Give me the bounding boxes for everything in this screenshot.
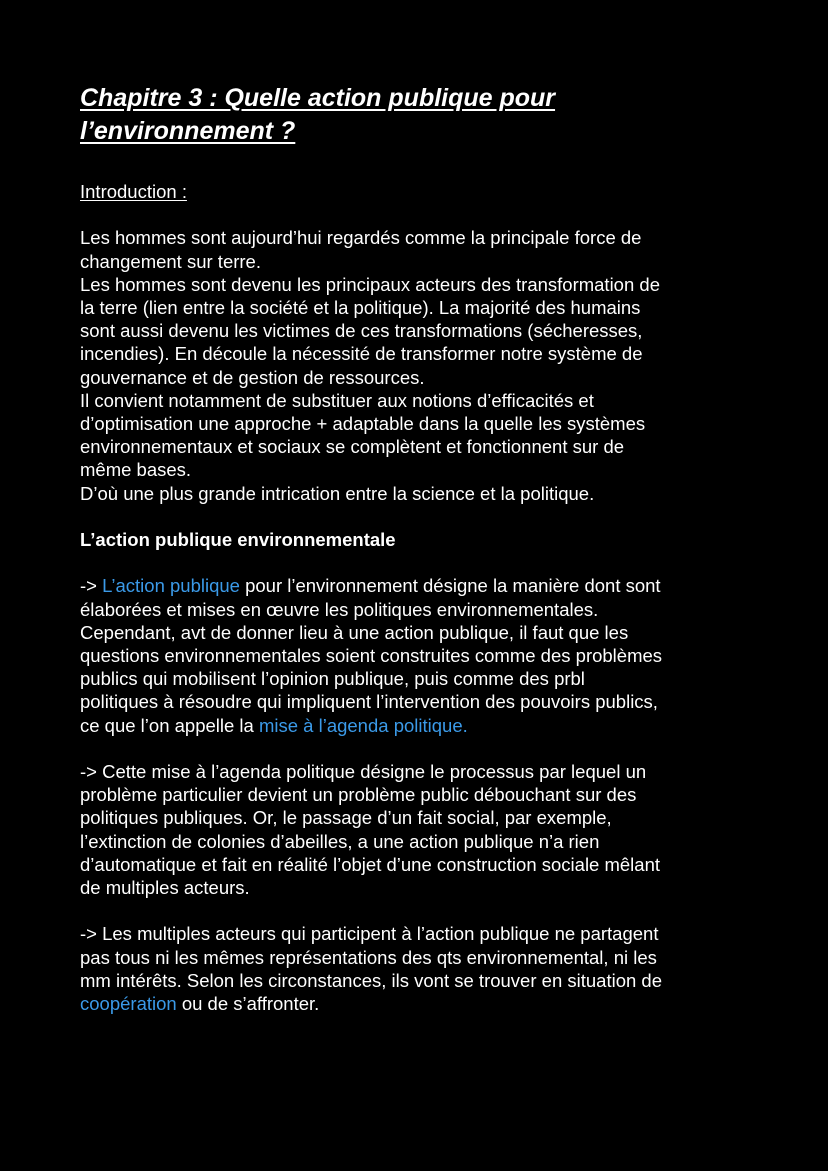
text-line: sont aussi devenu les victimes de ces transformations (sécheresses,: [80, 320, 643, 342]
text-line: l’extinction de colonies d’abeilles, a une action publique n’a rien: [80, 830, 600, 852]
text-line: mm intérêts. Selon les circonstances, ils vont se trouver en situation de: [80, 969, 662, 991]
text-line: élaborées et mises en œuvre les politiques environnementales.: [80, 598, 599, 620]
text-line: politiques à résoudre qui impliquent l’intervention des pouvoirs publics,: [80, 691, 658, 713]
text-line: [80, 714, 760, 737]
agenda-politique-link[interactable]: mise à l’agenda politique.: [258, 714, 468, 736]
paragraph-action-publique: [80, 574, 760, 736]
text-line: la terre (lien entre la société et la politique). La majorité des humains: [80, 297, 641, 318]
section-heading: L’action publique environnementale: [80, 529, 396, 551]
text-line: environnementaux et sociaux se complètent et fonctionnent sur de: [80, 436, 625, 458]
cooperation-link[interactable]: coopération: [80, 993, 177, 1015]
text-line: Les hommes sont aujourd’hui regardés comme la principale force de: [80, 227, 642, 249]
text-line: Les hommes sont devenu les principaux acteurs des transformation de: [80, 273, 660, 295]
arrow-prefix: ->: [80, 575, 103, 597]
text-line: pas tous ni les mêmes représentations des qts environnemental, ni les: [80, 946, 657, 968]
chapter-title-line-1: Chapitre 3 : Quelle action publique pour: [80, 84, 556, 112]
text-line: Cependant, avt de donner lieu à une action publique, il faut que les: [80, 621, 629, 643]
text-line: même bases.: [80, 459, 192, 481]
text-line: [80, 574, 760, 597]
introduction-paragraph: [80, 226, 760, 504]
text-line: d’automatique et fait en réalité l’objet d’une construction sociale mêlant: [80, 853, 661, 875]
text-line: [80, 992, 760, 1015]
chapter-title: [80, 82, 760, 148]
text-line: problème particulier devient un problème public débouchant sur des: [80, 784, 637, 806]
text-line: changement sur terre.: [80, 250, 261, 272]
text-line: questions environnementales soient construites comme des problèmes: [80, 645, 663, 667]
introduction-heading: Introduction :: [80, 181, 187, 202]
chapter-title-line-2: l’environnement ?: [80, 117, 296, 145]
text-fragment: ce que l’on appelle la: [80, 714, 259, 736]
text-line: d’optimisation une approche + adaptable dans la quelle les systèmes: [80, 413, 646, 435]
text-fragment: ou de s’affronter.: [176, 993, 320, 1015]
text-line: incendies). En découle la nécessité de transformer notre système de: [80, 343, 643, 365]
paragraph-acteurs: [80, 922, 760, 1015]
document-page: [80, 82, 760, 1015]
text-line: Il convient notamment de substituer aux notions d’efficacités et: [80, 389, 594, 411]
text-line: publics qui mobilisent l’opinion publique, puis comme des prbl: [80, 668, 585, 690]
text-line: -> Cette mise à l’agenda politique désigne le processus par lequel un: [80, 761, 647, 783]
text-line: gouvernance et de gestion de ressources.: [80, 366, 425, 388]
text-fragment: pour l’environnement désigne la manière dont sont: [239, 575, 661, 597]
action-publique-link[interactable]: L’action publique: [102, 575, 240, 597]
paragraph-agenda: [80, 760, 760, 899]
text-line: de multiples acteurs.: [80, 877, 250, 899]
text-line: -> Les multiples acteurs qui participent à l’action publique ne partagent: [80, 923, 659, 945]
text-line: D’où une plus grande intrication entre la science et la politique.: [80, 482, 595, 504]
text-line: politiques publiques. Or, le passage d’un fait social, par exemple,: [80, 807, 612, 829]
